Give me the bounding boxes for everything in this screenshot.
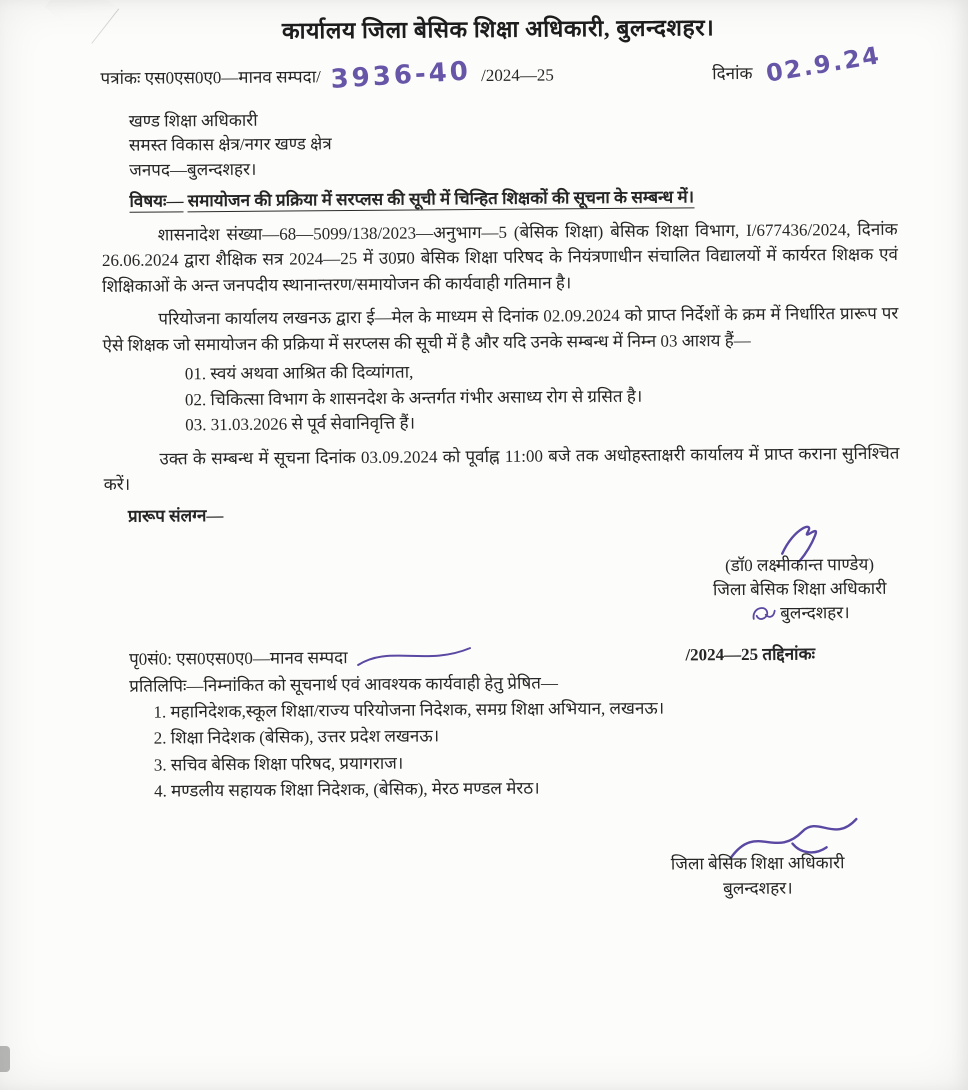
addressee-line: समस्त विकास क्षेत्र/नगर खण्ड क्षेत्र	[128, 134, 332, 155]
date-label: दिनांक	[712, 63, 753, 83]
recipient-item: 4. मण्डलीय सहायक शिक्षा निदेशक, (बेसिक), मेरठ मण्डल मेरठ।	[154, 778, 540, 801]
footer-place: बुलन्दशहर।	[723, 878, 793, 898]
signatory-name: (डॉ0 लक्ष्मीकान्त पाण्डेय)	[724, 555, 875, 576]
recipient-item: 3. सचिव बेसिक शिक्षा परिषद, प्रयागराज।	[153, 753, 404, 775]
date-block	[712, 40, 897, 88]
signature-flourish	[750, 603, 776, 625]
subject-line	[101, 183, 897, 215]
recipient-item: 1. महानिदेशक,स्कूल शिक्षा/राज्य परियोजना निदेशक, समग्र शिक्षा अभियान, लखनऊ।	[153, 698, 665, 722]
addressee-block	[101, 103, 898, 183]
condition-item: 03. 31.03.2026 से पूर्व सेवानिवृत्ति हैं।	[185, 413, 416, 435]
addressee-line: जनपद—बुलन्दशहर।	[129, 159, 257, 180]
footer-designation: जिला बेसिक शिक्षा अधिकारी	[670, 853, 845, 874]
addressee-line: खण्ड शिक्षा अधिकारी	[128, 110, 258, 131]
handwritten-date: 02.9.24	[764, 40, 883, 88]
endorsement-ref: पृ0सं0: एस0एस0ए0—मानव सम्पदा	[128, 647, 348, 669]
signatory-place: बुलन्दशहर।	[780, 603, 850, 623]
subject-text: समायोजन की प्रक्रिया में सरप्लस की सूची में चिन्हित शिक्षकों की सूचना के सम्बन्ध में।	[187, 187, 695, 211]
condition-item: 02. चिकित्सा विभाग के शासनदेश के अन्तर्गत गंभीर असाध्य रोग से ग्रसित है।	[184, 386, 643, 410]
letter-number-label: पत्रांकः एस0एस0ए0—मानव सम्पदा/	[100, 66, 321, 88]
enclosure-note: प्रारूप संलग्न—	[127, 505, 224, 526]
copy-to-line: प्रतिलिपिः—निम्नांकित को सूचनार्थ एवं आवश्यक कार्यवाही हेतु प्रेषित—	[129, 673, 559, 697]
reference-line	[100, 40, 896, 95]
recipients-list	[105, 694, 902, 806]
subject-label: विषयः—	[129, 191, 184, 212]
footer-signatory-block	[652, 813, 863, 902]
office-title: कार्यालय जिला बेसिक शिक्षा अधिकारी, बुलन्दशहर।	[281, 15, 715, 44]
endorsement-line	[105, 635, 901, 673]
letter-year: /2024—25	[481, 64, 554, 85]
recipient-item: 2. शिक्षा निदेशक (बेसिक), उत्तर प्रदेश लखनऊ।	[153, 726, 440, 748]
handwritten-letter-number: 3936-40	[330, 55, 472, 95]
signatory-place-row	[713, 601, 887, 626]
body-paragraph-2: परियोजना कार्यालय लखनऊ द्वारा ई—मेल के माध्यम से दिनांक 02.09.2024 को प्राप्त निर्देशों के क्रम में निर्धारित प्रारूप पर ऐसे शिक्षक जो समायोजन की प्रक्रिया में सरप्लस की सूची में है और यदि उनके सम्बन्ध में निम्न 03 आशय हैं—	[102, 304, 899, 355]
signatory-designation: जिला बेसिक शिक्षा अधिकारी	[712, 579, 887, 600]
condition-item: 01. स्वयं अथवा आश्रित की दिव्यांगता,	[184, 362, 414, 384]
body-paragraph-3: उक्त के सम्बन्ध में सूचना दिनांक 03.09.2024 को पूर्वाह्न 11:00 बजे तक अधोहस्ताक्षरी कार्यालय में प्राप्त कराना सुनिश्चित करें।	[103, 443, 900, 495]
conditions-list	[103, 356, 900, 439]
scan-edge-artifact	[0, 1046, 10, 1072]
body-paragraph-1: शासनादेश संख्या—68—5099/138/2023—अनुभाग—5 (बेसिक शिक्षा) बेसिक शिक्षा विभाग, I/677436/2024, दिनांक 26.06.2024 द्वारा शैक्षिक सत्र 2024—25 में उ0प्र0 बेसिक शिक्षा परिषद के नियंत्रणाधीन संचालित विद्यालयों में कार्यरत शिक्षक एवं शिक्षिकाओं के अन्त जनपदीय स्थानान्तरण/समायोजन की कार्यवाही गतिमान है।	[101, 219, 898, 296]
letter-content	[100, 10, 903, 907]
handwritten-stroke	[353, 644, 473, 669]
signatory-block	[712, 519, 886, 626]
endorsement-year: /2024—25 तद्दिनांकः	[685, 644, 816, 665]
